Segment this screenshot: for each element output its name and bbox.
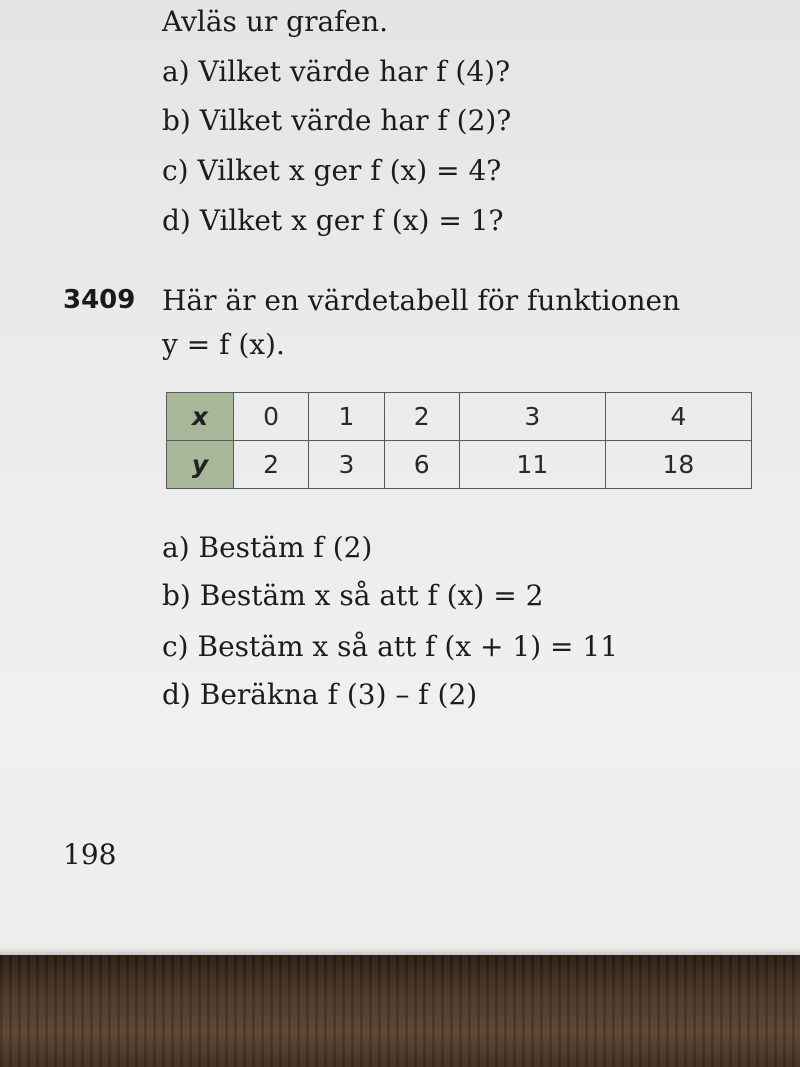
problem-item-d: d) Beräkna f (3) – f (2) bbox=[162, 678, 478, 711]
problem-intro-line1: Här är en värdetabell för funktionen bbox=[162, 284, 681, 317]
table-cell-x: 1 bbox=[309, 393, 384, 441]
wooden-desk bbox=[0, 955, 800, 1067]
problem-item-a: a) Bestäm f (2) bbox=[162, 531, 373, 564]
table-header-y: y bbox=[167, 441, 234, 489]
previous-item-b: b) Vilket värde har f (2)? bbox=[162, 104, 512, 137]
problem-intro-line2: y = f (x). bbox=[162, 328, 285, 361]
table-cell-x: 2 bbox=[384, 393, 459, 441]
table-cell-x: 4 bbox=[605, 393, 751, 441]
previous-item-a: a) Vilket värde har f (4)? bbox=[162, 55, 511, 88]
table-header-x: x bbox=[167, 393, 234, 441]
previous-instruction: Avläs ur grafen. bbox=[162, 5, 389, 38]
problem-item-b: b) Bestäm x så att f (x) = 2 bbox=[162, 579, 544, 612]
table-cell-y: 18 bbox=[605, 441, 751, 489]
value-table bbox=[166, 392, 752, 489]
table-row-x bbox=[167, 393, 752, 441]
table-cell-x: 0 bbox=[234, 393, 309, 441]
table-cell-y: 3 bbox=[309, 441, 384, 489]
problem-number: 3409 bbox=[63, 285, 136, 315]
page-number: 198 bbox=[63, 838, 117, 871]
problem-item-c: c) Bestäm x så att f (x + 1) = 11 bbox=[162, 630, 619, 663]
table-cell-x: 3 bbox=[459, 393, 605, 441]
table-cell-y: 6 bbox=[384, 441, 459, 489]
table-row-y bbox=[167, 441, 752, 489]
table-cell-y: 11 bbox=[459, 441, 605, 489]
table-cell-y: 2 bbox=[234, 441, 309, 489]
previous-item-c: c) Vilket x ger f (x) = 4? bbox=[162, 154, 502, 187]
previous-item-d: d) Vilket x ger f (x) = 1? bbox=[162, 204, 504, 237]
